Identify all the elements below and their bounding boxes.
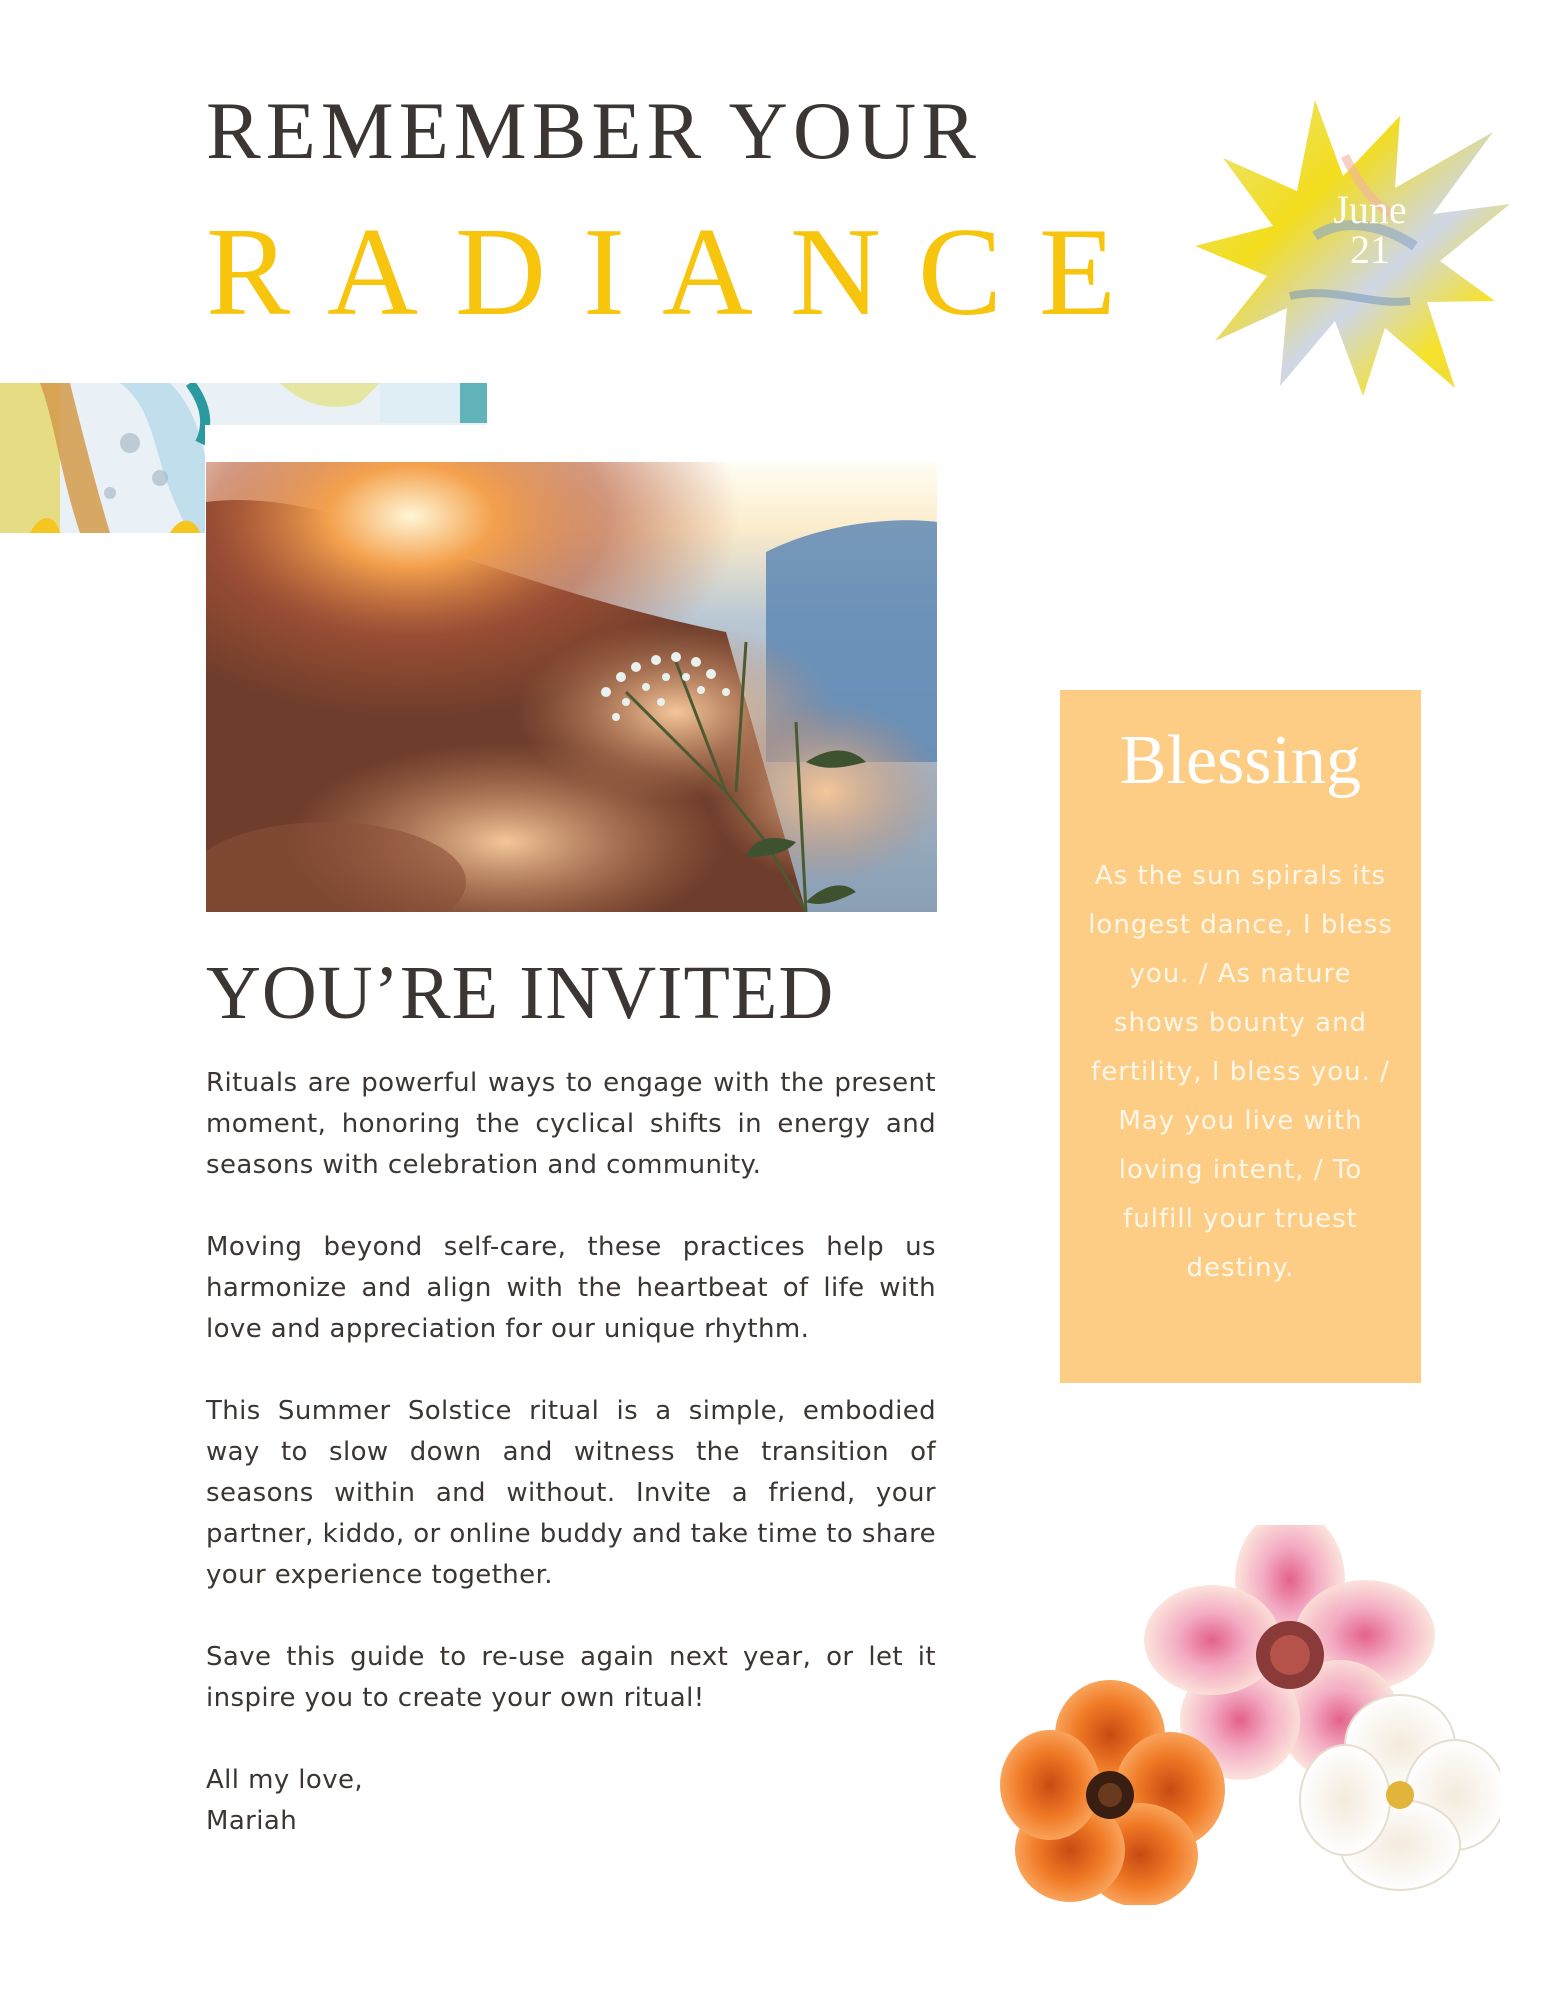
paragraph-2: Moving beyond self-care, these practices help us harmonize and align with the heartbeat of life with love and appreciation for our unique rhythm.	[206, 1232, 936, 1344]
watercolor-flowers-decoration	[1000, 1525, 1500, 1905]
sunset-flowers-photo	[206, 462, 937, 912]
title-line-1: REMEMBER YOUR	[206, 85, 981, 176]
signoff: All my love,	[206, 1765, 364, 1795]
signature: Mariah	[206, 1806, 298, 1836]
paragraph-1: Rituals are powerful ways to engage with the present moment, honoring the cyclical shifts in energy and seasons with celebration and community.	[206, 1068, 936, 1180]
photo-image	[206, 462, 937, 912]
paragraph-4: Save this guide to re-use again next year, or let it inspire you to create your own ritual!	[206, 1642, 936, 1713]
date-day: 21	[1350, 227, 1390, 272]
invitation-body	[206, 1063, 936, 1842]
blessing-title: Blessing	[1119, 722, 1362, 799]
flowers-icon	[1000, 1525, 1500, 1905]
date-badge	[1310, 187, 1430, 272]
date-month: June	[1333, 187, 1407, 232]
blessing-card	[1060, 690, 1421, 1383]
paragraph-3: This Summer Solstice ritual is a simple, embodied way to slow down and witness the transition of seasons within and without. Invite a friend, your partner, kiddo, or online buddy and take time to share your experience together.	[206, 1396, 936, 1590]
title-line-2: RADIANCE	[206, 203, 1153, 342]
invited-heading: YOU’RE INVITED	[206, 951, 835, 1035]
blessing-text: As the sun spirals its longest dance, I bless you. / As nature shows bounty and fertility, I bless you. / May you live with loving intent, / To fulfill your truest destiny.	[1088, 861, 1393, 1283]
